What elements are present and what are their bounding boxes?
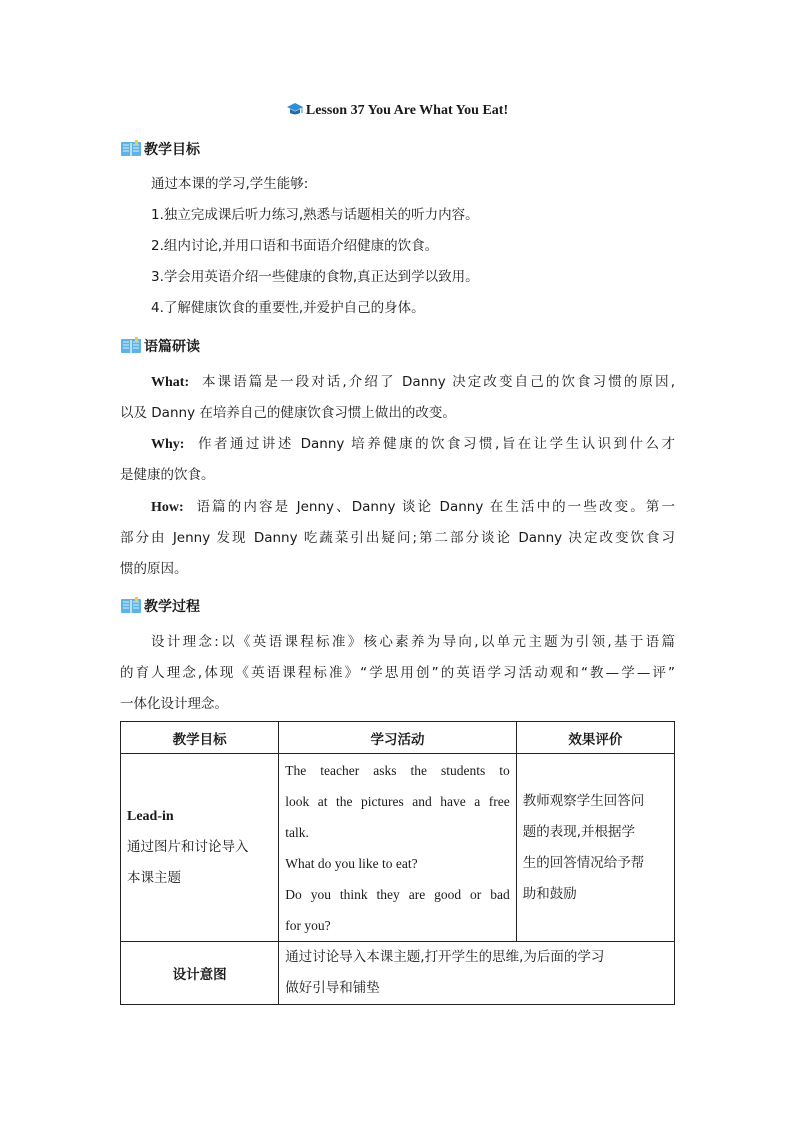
how-text: 语篇的内容是 Jenny、Danny 谈论 Danny 在生活中的一些改变。第一 bbox=[196, 499, 676, 515]
lesson-plan-table bbox=[120, 721, 675, 1005]
section-heading-process bbox=[120, 595, 200, 617]
open-book-icon bbox=[120, 140, 142, 158]
activity-line: What do you like to eat? bbox=[285, 855, 418, 871]
why-label: Why: bbox=[151, 437, 185, 452]
activity-line: The teacher asks the students to bbox=[285, 762, 510, 778]
design-intent-label: 设计意图 bbox=[121, 942, 279, 1005]
how-paragraph-line bbox=[151, 492, 675, 523]
what-label: What: bbox=[151, 375, 190, 390]
why-paragraph-line: 是健康的饮食。 bbox=[120, 467, 215, 483]
section-heading-reading bbox=[120, 335, 200, 357]
design-intent-line: 做好引导和铺垫 bbox=[285, 980, 380, 996]
goal-line: 通过图片和讨论导入 bbox=[127, 839, 249, 855]
evaluation-line: 题的表现,并根据学 bbox=[522, 823, 635, 840]
section-heading-text: 教学目标 bbox=[144, 142, 200, 158]
section-heading-objectives bbox=[120, 138, 200, 160]
lead-in-label: Lead-in bbox=[127, 809, 174, 824]
objective-item: 2.组内讨论,并用口语和书面语介绍健康的饮食。 bbox=[151, 238, 439, 254]
goal-cell bbox=[121, 754, 279, 942]
evaluation-line: 教师观察学生回答问 bbox=[522, 792, 645, 809]
activity-line: look at the pictures and have a free bbox=[285, 793, 510, 809]
process-paragraph-line: 的育人理念,体现《英语课程标准》“学思用创”的英语学习活动观和“教—学—评” bbox=[120, 665, 675, 681]
activity-line: Do you think they are good or bad bbox=[285, 886, 510, 902]
table-header-row bbox=[121, 722, 675, 754]
what-paragraph-line bbox=[151, 367, 675, 398]
goal-line: 本课主题 bbox=[127, 870, 181, 886]
design-intent-cell bbox=[279, 942, 675, 1005]
design-intent-line: 通过讨论导入本课主题,打开学生的思维,为后面的学习 bbox=[285, 949, 605, 965]
graduation-cap-icon bbox=[286, 102, 304, 121]
how-paragraph-line: 惯的原因。 bbox=[120, 561, 188, 577]
activity-line: talk. bbox=[285, 824, 309, 840]
section-heading-text: 教学过程 bbox=[144, 599, 200, 615]
why-paragraph-line bbox=[151, 429, 675, 460]
what-text: 本课语篇是一段对话,介绍了 Danny 决定改变自己的饮食习惯的原因, bbox=[201, 374, 675, 390]
evaluation-line: 助和鼓励 bbox=[522, 885, 577, 902]
process-paragraph-line: 一体化设计理念。 bbox=[120, 696, 228, 712]
objective-item: 1.独立完成课后听力练习,熟悉与话题相关的听力内容。 bbox=[151, 207, 479, 223]
evaluation-line: 生的回答情况给予帮 bbox=[522, 854, 645, 871]
activity-line: for you? bbox=[285, 917, 331, 933]
evaluation-cell bbox=[516, 754, 674, 942]
title-text: Lesson 37 You Are What You Eat! bbox=[305, 103, 509, 118]
how-label: How: bbox=[151, 500, 184, 515]
table-row bbox=[121, 754, 675, 942]
table-header-cell: 教学目标 bbox=[121, 722, 279, 754]
document-title bbox=[0, 102, 794, 121]
open-book-icon bbox=[120, 597, 142, 615]
table-header-cell: 效果评价 bbox=[516, 722, 674, 754]
activity-cell bbox=[279, 754, 516, 942]
what-paragraph-line: 以及 Danny 在培养自己的健康饮食习惯上做出的改变。 bbox=[120, 405, 456, 421]
section-heading-text: 语篇研读 bbox=[144, 339, 200, 355]
table-header-cell: 学习活动 bbox=[279, 722, 516, 754]
objective-item: 4.了解健康饮食的重要性,并爱护自己的身体。 bbox=[151, 300, 425, 316]
process-paragraph-line: 设计理念:以《英语课程标准》核心素养为导向,以单元主题为引领,基于语篇 bbox=[151, 634, 675, 650]
how-paragraph-line: 部分由 Jenny 发现 Danny 吃蔬菜引出疑问;第二部分谈论 Danny 决定改变饮食习 bbox=[120, 530, 675, 546]
table-row bbox=[121, 942, 675, 1005]
open-book-icon bbox=[120, 337, 142, 355]
objective-item: 3.学会用英语介绍一些健康的食物,真正达到学以致用。 bbox=[151, 269, 479, 285]
objectives-intro: 通过本课的学习,学生能够: bbox=[151, 176, 309, 192]
why-text: 作者通过讲述 Danny 培养健康的饮食习惯,旨在让学生认识到什么才 bbox=[198, 436, 675, 452]
